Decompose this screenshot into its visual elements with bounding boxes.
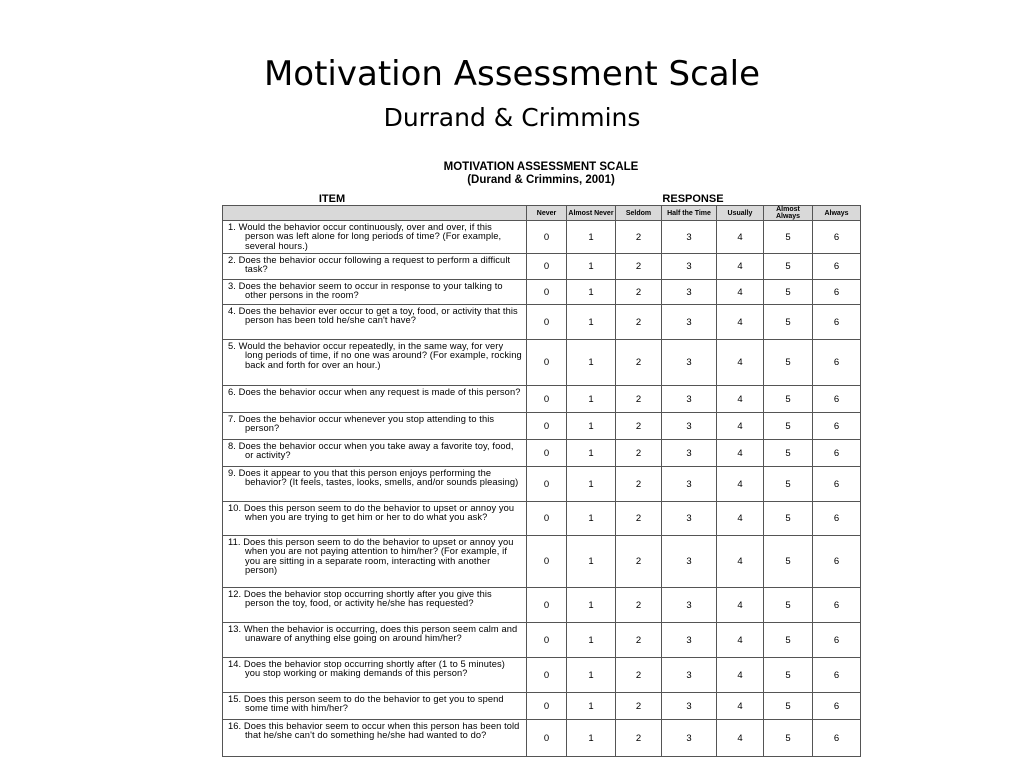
response-option[interactable]: 6 [813,467,861,502]
table-row [223,658,861,693]
response-option[interactable]: 4 [717,623,764,658]
response-option[interactable]: 4 [717,693,764,720]
response-option[interactable]: 1 [567,340,616,386]
response-option[interactable]: 0 [527,720,567,757]
response-option[interactable]: 0 [527,254,567,280]
item-question: 1. Would the behavior occur continuously, over and over, if this person was left alone for long periods of time? (For example, several hours.) [223,221,527,254]
response-option[interactable]: 6 [813,502,861,536]
response-option[interactable]: 1 [567,588,616,623]
item-question: 14. Does the behavior stop occurring shortly after (1 to 5 minutes) you stop working or making demands of this person? [223,658,527,693]
response-option[interactable]: 2 [616,386,662,413]
table-row [223,221,861,254]
item-question: 12. Does the behavior stop occurring shortly after you give this person the toy, food, or activity he/she has requested? [223,588,527,623]
response-option[interactable]: 4 [717,305,764,340]
item-question: 5. Would the behavior occur repeatedly, in the same way, for very long periods of time, if no one was around? (For example, rocking back and forth for over an hour.) [223,340,527,386]
response-option[interactable]: 6 [813,305,861,340]
response-option[interactable]: 3 [662,254,717,280]
response-option[interactable]: 6 [813,658,861,693]
table-header-row [223,206,861,221]
table-row [223,413,861,440]
response-option[interactable]: 0 [527,340,567,386]
response-option[interactable]: 6 [813,221,861,254]
item-question: 4. Does the behavior ever occur to get a toy, food, or activity that this person has been told he/she can't have? [223,305,527,340]
table-row [223,720,861,757]
response-option[interactable]: 4 [717,720,764,757]
item-question: 10. Does this person seem to do the behavior to upset or annoy you when you are trying to get him or her to do what you ask? [223,502,527,536]
response-option[interactable]: 2 [616,658,662,693]
response-option[interactable]: 2 [616,536,662,588]
response-option[interactable]: 4 [717,386,764,413]
table-row [223,467,861,502]
response-option[interactable]: 3 [662,413,717,440]
table-row [223,588,861,623]
response-option[interactable]: 2 [616,588,662,623]
table-row [223,440,861,467]
response-option[interactable]: 1 [567,305,616,340]
response-option[interactable]: 5 [764,386,813,413]
response-option[interactable]: 6 [813,280,861,305]
response-option[interactable]: 0 [527,623,567,658]
response-option[interactable]: 1 [567,623,616,658]
response-option[interactable]: 1 [567,440,616,467]
response-option[interactable]: 5 [764,221,813,254]
document-subtitle: (Durand & Crimmins, 2001) [467,174,615,186]
item-question: 9. Does it appear to you that this person enjoys performing the behavior? (It feels, tastes, looks, smells, and/or sounds pleasing) [223,467,527,502]
response-option[interactable]: 2 [616,467,662,502]
table-row [223,536,861,588]
response-option[interactable]: 2 [616,413,662,440]
item-question: 7. Does the behavior occur whenever you stop attending to this person? [223,413,527,440]
table-row [223,280,861,305]
response-option[interactable]: 3 [662,720,717,757]
response-option[interactable]: 4 [717,340,764,386]
item-column-heading: ITEM [318,193,346,205]
response-option[interactable]: 1 [567,221,616,254]
response-option[interactable]: 5 [764,254,813,280]
response-option[interactable]: 0 [527,693,567,720]
header-never: Never [527,206,567,221]
response-option[interactable]: 6 [813,254,861,280]
response-option[interactable]: 1 [567,502,616,536]
response-option[interactable]: 1 [567,386,616,413]
assessment-table [222,205,861,757]
response-option[interactable]: 2 [616,693,662,720]
response-option[interactable]: 4 [717,280,764,305]
response-option[interactable]: 4 [717,536,764,588]
response-option[interactable]: 6 [813,588,861,623]
response-option[interactable]: 0 [527,536,567,588]
response-option[interactable]: 2 [616,623,662,658]
response-option[interactable]: 6 [813,623,861,658]
table-row [223,254,861,280]
response-option[interactable]: 2 [616,440,662,467]
header-item-blank [223,206,527,221]
response-option[interactable]: 1 [567,658,616,693]
response-option[interactable]: 4 [717,658,764,693]
header-almost-always: Almost Always [764,206,813,221]
response-option[interactable]: 0 [527,305,567,340]
header-always: Always [813,206,861,221]
response-option[interactable]: 6 [813,340,861,386]
response-option[interactable]: 3 [662,340,717,386]
response-option[interactable]: 6 [813,720,861,757]
response-option[interactable]: 3 [662,588,717,623]
response-option[interactable]: 2 [616,502,662,536]
response-option[interactable]: 3 [662,502,717,536]
response-option[interactable]: 2 [616,221,662,254]
response-option[interactable]: 4 [717,254,764,280]
response-option[interactable]: 4 [717,588,764,623]
response-option[interactable]: 6 [813,440,861,467]
response-option[interactable]: 1 [567,254,616,280]
table-row [223,386,861,413]
response-option[interactable]: 5 [764,658,813,693]
table-row [223,693,861,720]
response-option[interactable]: 5 [764,440,813,467]
response-option[interactable]: 3 [662,280,717,305]
response-option[interactable]: 0 [527,221,567,254]
response-option[interactable]: 6 [813,413,861,440]
slide-subtitle: Durrand & Crimmins [383,103,641,132]
table-row [223,305,861,340]
slide-title: Motivation Assessment Scale [263,54,761,94]
response-option[interactable]: 0 [527,280,567,305]
response-option[interactable]: 1 [567,720,616,757]
table-row [223,502,861,536]
item-question: 13. When the behavior is occurring, does this person seem calm and unaware of anything else going on around him/her? [223,623,527,658]
response-option[interactable]: 6 [813,693,861,720]
response-option[interactable]: 1 [567,467,616,502]
response-option[interactable]: 5 [764,280,813,305]
item-question: 15. Does this person seem to do the behavior to get you to spend some time with him/her? [223,693,527,720]
response-column-heading: RESPONSE [662,193,724,205]
response-option[interactable]: 1 [567,693,616,720]
item-question: 3. Does the behavior seem to occur in response to your talking to other persons in the room? [223,280,527,305]
response-option[interactable]: 5 [764,536,813,588]
response-option[interactable]: 2 [616,340,662,386]
response-option[interactable]: 5 [764,305,813,340]
response-option[interactable]: 1 [567,536,616,588]
response-option[interactable]: 3 [662,536,717,588]
item-question: 2. Does the behavior occur following a request to perform a difficult task? [223,254,527,280]
response-option[interactable]: 0 [527,588,567,623]
response-option[interactable]: 4 [717,221,764,254]
response-option[interactable]: 6 [813,536,861,588]
item-question: 11. Does this person seem to do the behavior to upset or annoy you when you are not paying attention to him/her? (For example, if you are sitting in a separate room, interacting with another person) [223,536,527,588]
response-option[interactable]: 2 [616,305,662,340]
response-option[interactable]: 1 [567,413,616,440]
table-row [223,623,861,658]
header-seldom: Seldom [616,206,662,221]
response-option[interactable]: 6 [813,386,861,413]
response-option[interactable]: 2 [616,254,662,280]
response-option[interactable]: 5 [764,502,813,536]
response-option[interactable]: 5 [764,693,813,720]
table-body [223,221,861,757]
response-option[interactable]: 3 [662,221,717,254]
header-usually: Usually [717,206,764,221]
document-title: MOTIVATION ASSESSMENT SCALE [443,161,639,173]
response-option[interactable]: 3 [662,305,717,340]
response-option[interactable]: 3 [662,440,717,467]
response-option[interactable]: 4 [717,413,764,440]
item-question: 8. Does the behavior occur when you take away a favorite toy, food, or activity? [223,440,527,467]
header-half-the-time: Half the Time [662,206,717,221]
response-option[interactable]: 2 [616,280,662,305]
response-option[interactable]: 0 [527,502,567,536]
response-option[interactable]: 5 [764,623,813,658]
response-option[interactable]: 2 [616,720,662,757]
response-option[interactable]: 1 [567,280,616,305]
response-option[interactable]: 3 [662,658,717,693]
response-option[interactable]: 5 [764,340,813,386]
response-option[interactable]: 0 [527,440,567,467]
response-option[interactable]: 5 [764,467,813,502]
response-option[interactable]: 0 [527,467,567,502]
response-option[interactable]: 3 [662,693,717,720]
response-option[interactable]: 4 [717,502,764,536]
header-almost-never: Almost Never [567,206,616,221]
response-option[interactable]: 0 [527,413,567,440]
response-option[interactable]: 5 [764,413,813,440]
response-option[interactable]: 4 [717,467,764,502]
item-question: 6. Does the behavior occur when any request is made of this person? [223,386,527,413]
response-option[interactable]: 5 [764,720,813,757]
response-option[interactable]: 3 [662,386,717,413]
response-option[interactable]: 3 [662,623,717,658]
response-option[interactable]: 0 [527,386,567,413]
table-row [223,340,861,386]
response-option[interactable]: 0 [527,658,567,693]
item-question: 16. Does this behavior seem to occur when this person has been told that he/she can't do something he/she had wanted to do? [223,720,527,757]
response-option[interactable]: 5 [764,588,813,623]
response-option[interactable]: 4 [717,440,764,467]
response-option[interactable]: 3 [662,467,717,502]
